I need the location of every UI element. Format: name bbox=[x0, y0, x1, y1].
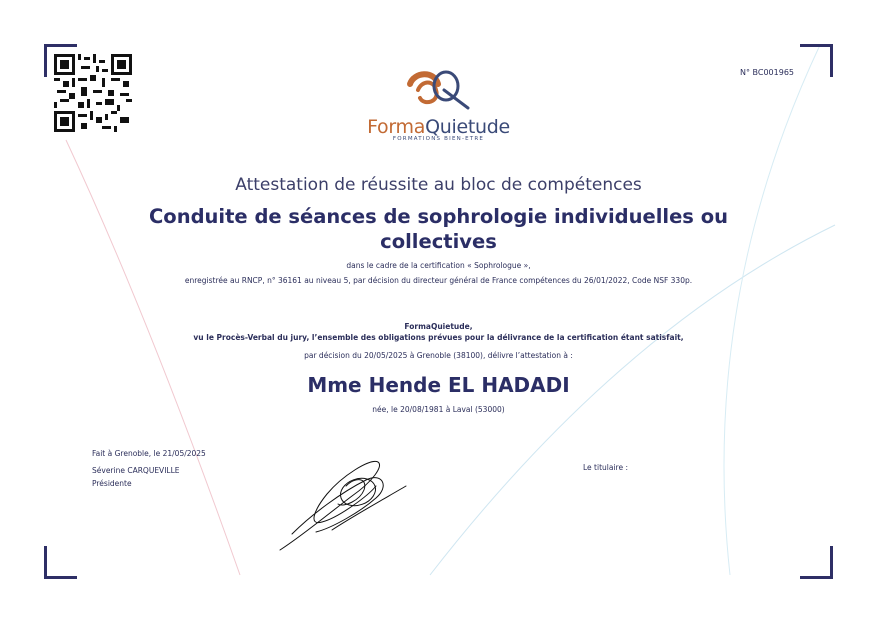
holder-name: Mme Hende EL HADADI bbox=[307, 373, 570, 397]
issuing-organization: FormaQuietude, bbox=[404, 322, 473, 331]
context-line-1: dans le cadre de la certification « Sophrologue », bbox=[346, 261, 531, 270]
frame-corner-bottom-left bbox=[44, 546, 77, 579]
signatory-role: Présidente bbox=[92, 479, 132, 488]
signatory-block bbox=[92, 447, 206, 490]
jury-verbal-line: vu le Procès-Verbal du jury, l’ensemble des obligations prévues pour la délivrance de la certification étant satisfait, bbox=[193, 333, 684, 342]
context-line-2: enregistrée au RNCP, n° 36161 au niveau 5, par décision du directeur général de France compétences du 26/01/2022, Code NSF 330p. bbox=[184, 276, 693, 285]
frame-corner-top-right bbox=[800, 44, 833, 77]
certificate-number: N° BC001965 bbox=[740, 68, 794, 77]
signature-icon bbox=[272, 456, 412, 556]
module-title: Conduite de séances de sophrologie individuelles ou collectives bbox=[149, 205, 728, 253]
formaquietude-logo-icon bbox=[404, 68, 474, 116]
holder-birth: née, le 20/08/1981 à Laval (53000) bbox=[372, 405, 505, 414]
holder-signature-label: Le titulaire : bbox=[583, 463, 628, 472]
attestation-title: Attestation de réussite au bloc de compétences bbox=[235, 175, 642, 195]
place-and-date: Fait à Grenoble, le 21/05/2025 bbox=[92, 449, 206, 458]
brand-wordmark bbox=[0, 116, 877, 138]
brand-part-quietude: Quietude bbox=[425, 116, 510, 138]
decision-line: par décision du 20/05/2025 à Grenoble (38100), délivre l’attestation à : bbox=[304, 351, 573, 360]
frame-corner-bottom-right bbox=[800, 546, 833, 579]
brand-part-forma: Forma bbox=[367, 116, 426, 138]
signatory-name: Séverine CARQUEVILLE bbox=[92, 466, 180, 475]
brand-tagline: FORMATIONS BIEN-ETRE bbox=[392, 136, 485, 142]
